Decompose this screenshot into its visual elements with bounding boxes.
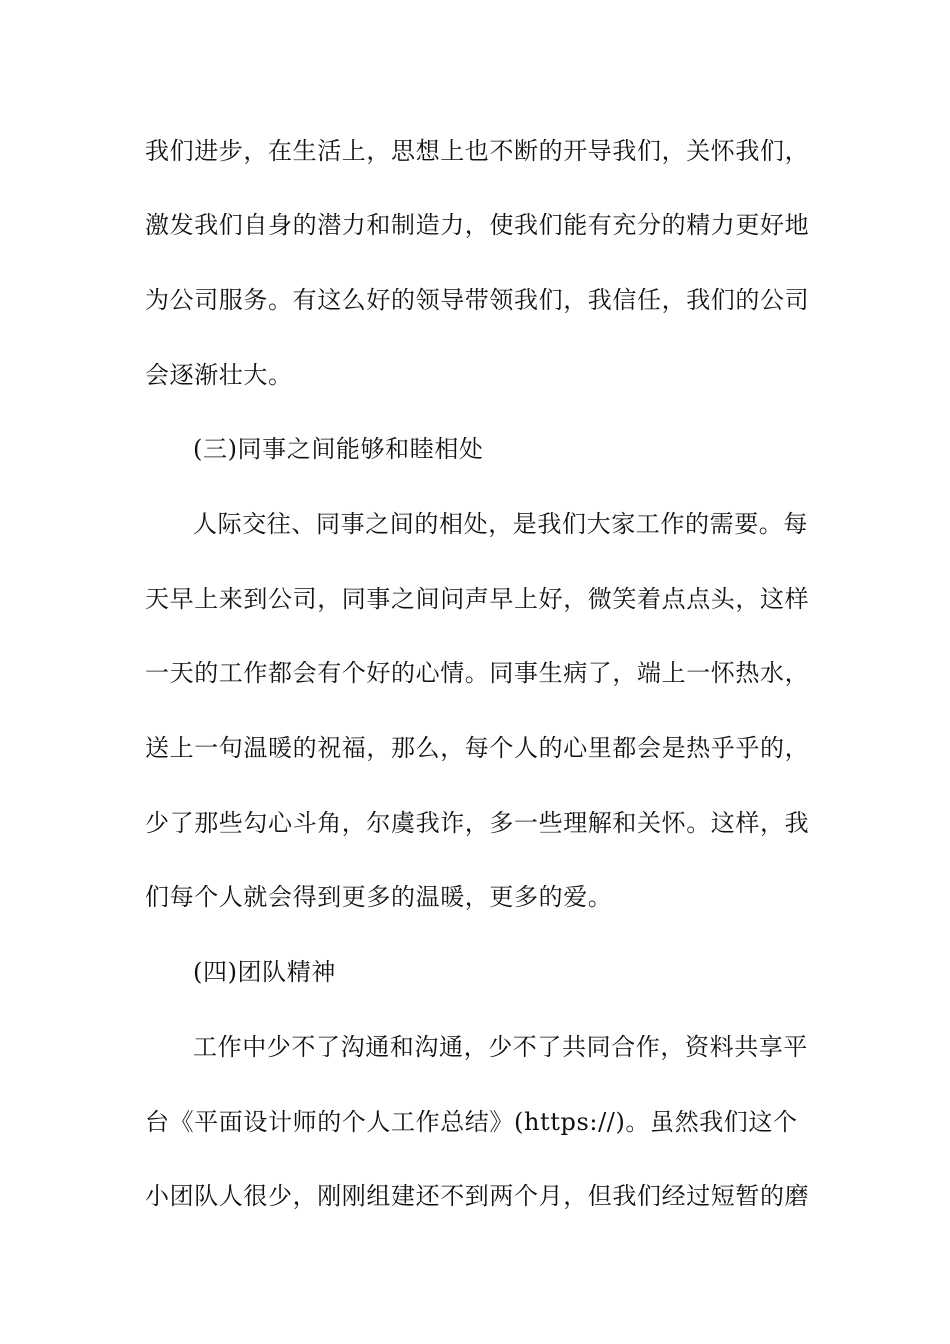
section-heading: (三)同事之间能够和睦相处 — [193, 435, 484, 463]
paragraph-line: 台《平面设计师的个人工作总结》(https://)。虽然我们这个 — [145, 1108, 798, 1136]
paragraph-line: 激发我们自身的潜力和制造力，使我们能有充分的精力更好地 — [145, 211, 810, 239]
paragraph-line: 们每个人就会得到更多的温暖，更多的爱。 — [145, 883, 613, 911]
paragraph-line: 一天的工作都会有个好的心情。同事生病了，端上一怀热水， — [145, 659, 810, 687]
paragraph-line: 送上一句温暖的祝福，那么，每个人的心里都会是热乎乎的， — [145, 734, 810, 762]
paragraph-line: 工作中少不了沟通和沟通，少不了共同合作，资料共享平 — [193, 1033, 808, 1061]
paragraph-line: 人际交往、同事之间的相处，是我们大家工作的需要。每 — [193, 510, 808, 538]
paragraph-line: 为公司服务。有这么好的领导带领我们，我信任，我们的公司 — [145, 286, 810, 314]
paragraph-line: 我们进步，在生活上，思想上也不断的开导我们，关怀我们， — [145, 137, 810, 165]
paragraph-line: 天早上来到公司，同事之间问声早上好，微笑着点点头，这样 — [145, 585, 810, 613]
section-heading: (四)团队精神 — [193, 958, 336, 986]
paragraph-line: 会逐渐壮大。 — [145, 361, 293, 389]
paragraph-line: 小团队人很少，刚刚组建还不到两个月，但我们经过短暂的磨 — [145, 1182, 810, 1210]
paragraph-line: 少了那些勾心斗角，尔虞我诈，多一些理解和关怀。这样，我 — [145, 809, 810, 837]
